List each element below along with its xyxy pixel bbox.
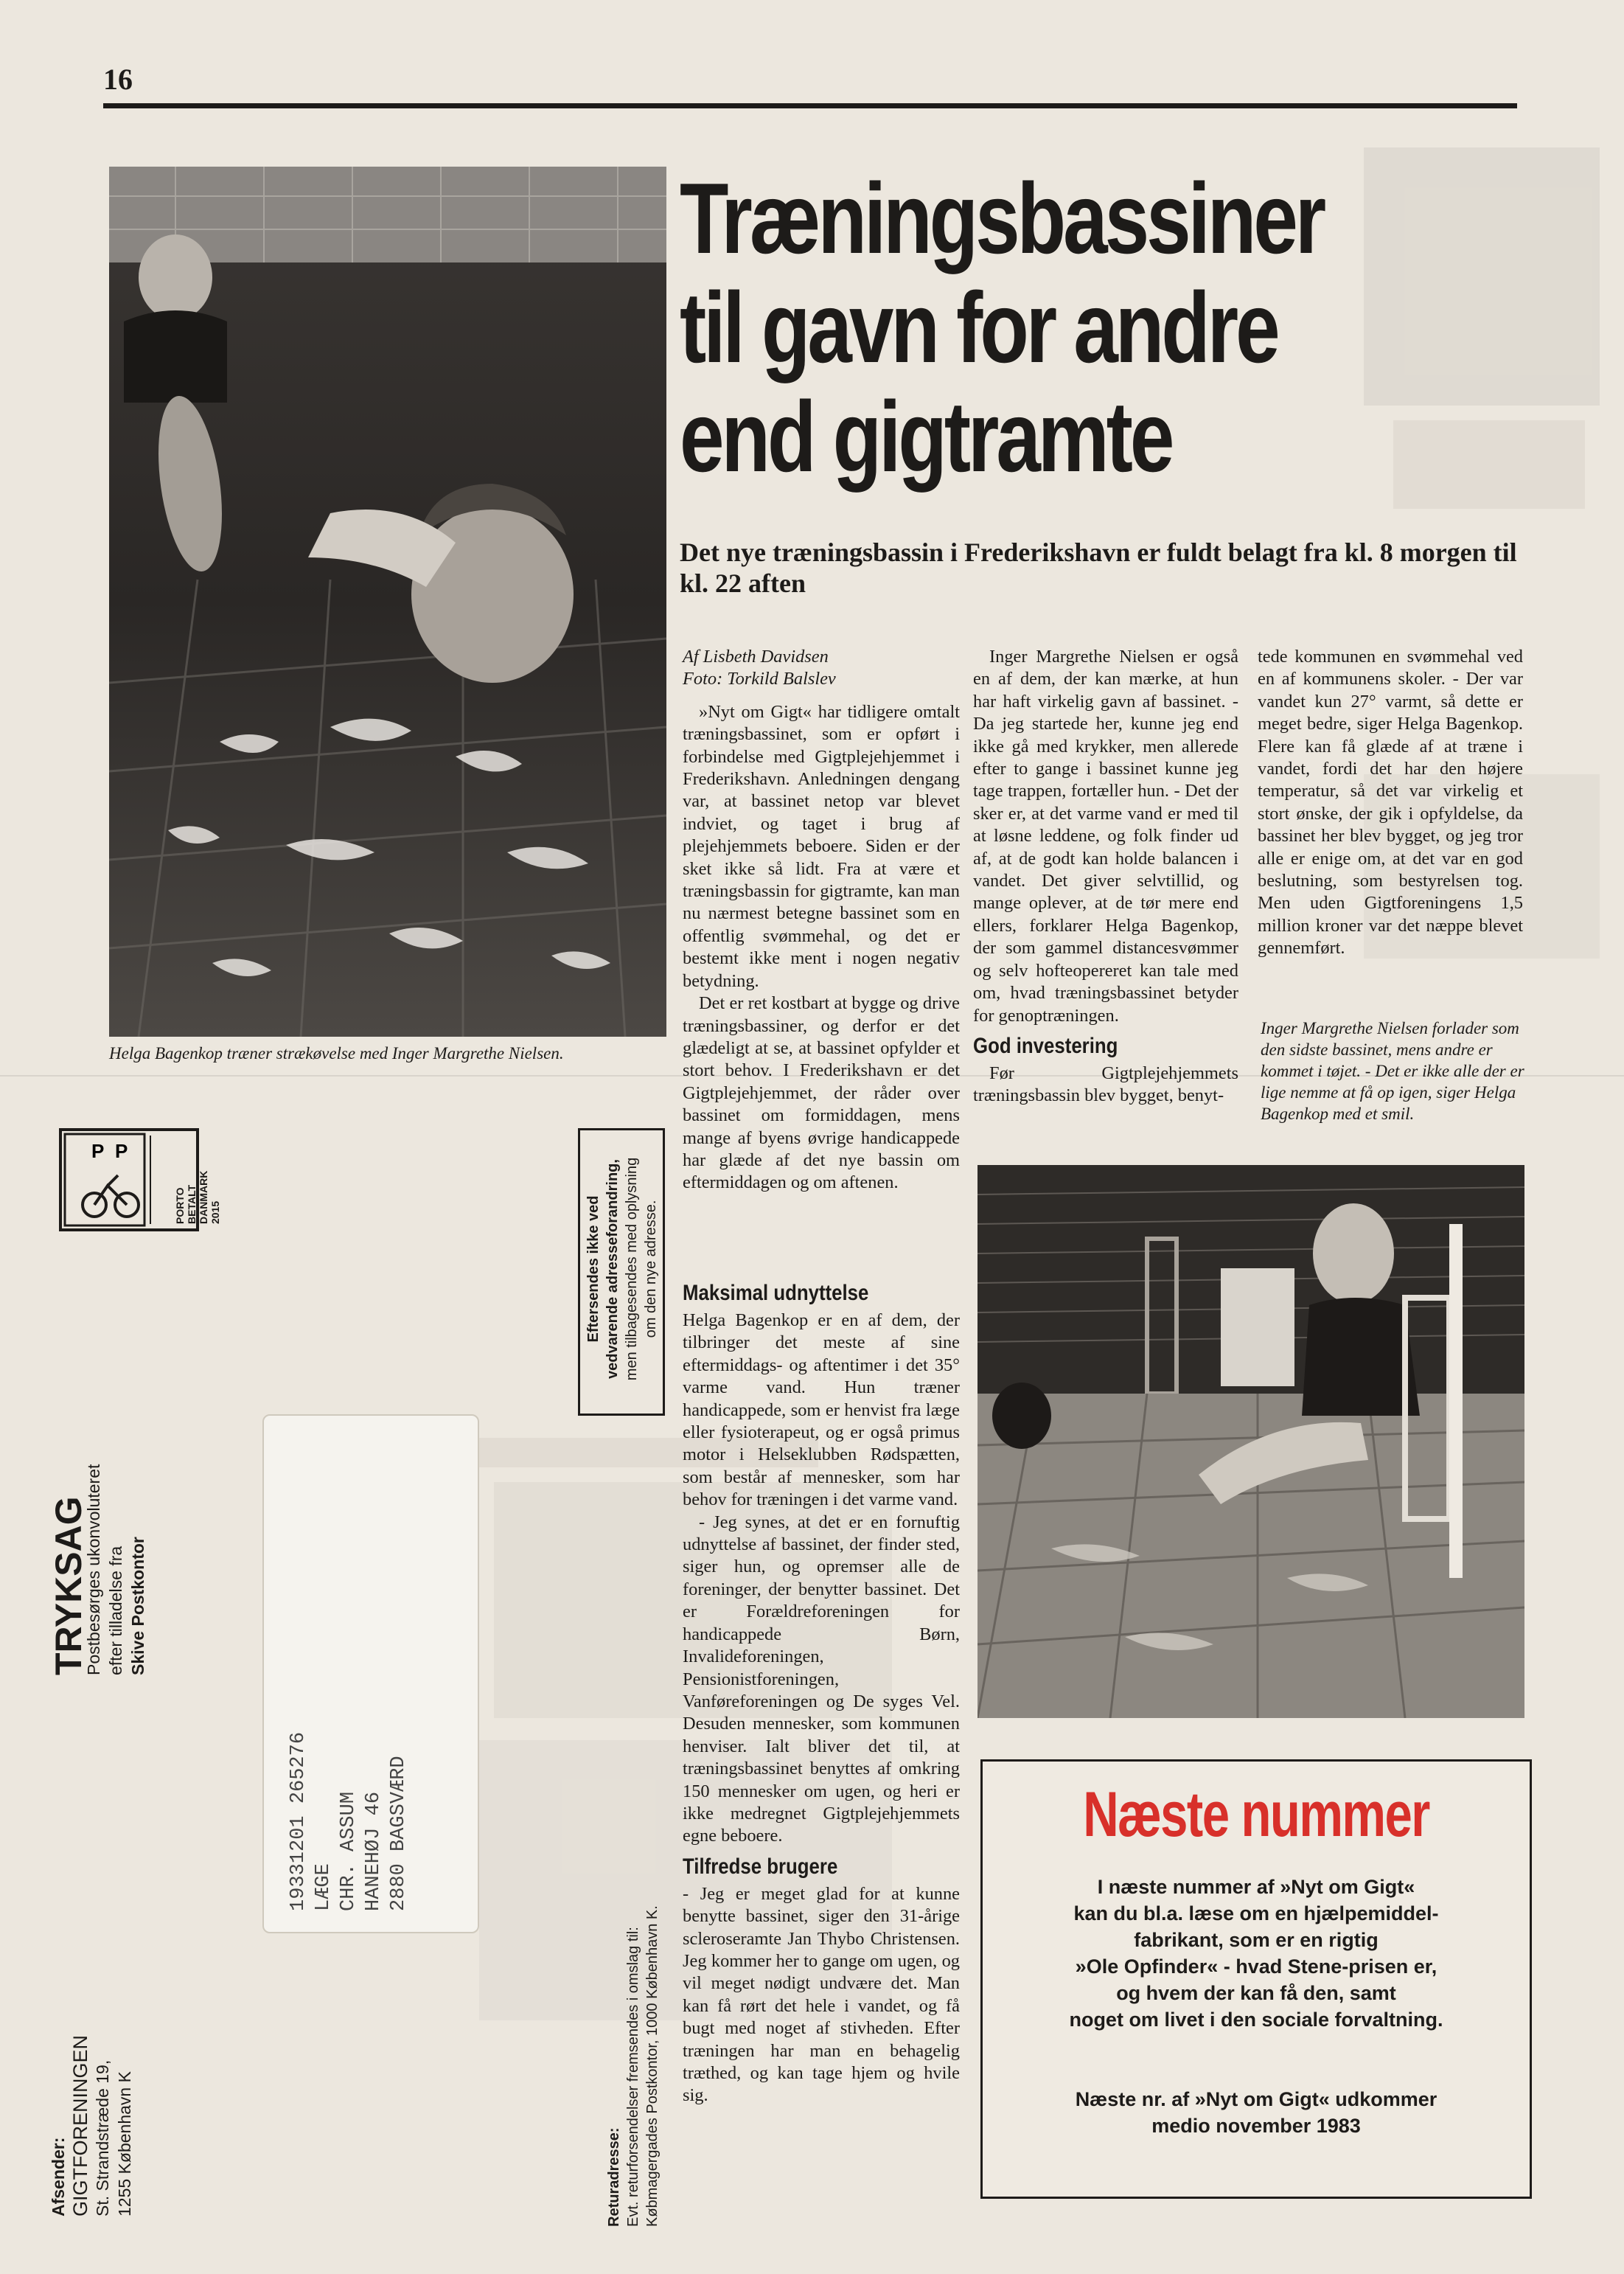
article-column-1-lower xyxy=(683,1274,960,2107)
recipient-address xyxy=(286,1732,411,1911)
tryksag-line: efter tilladelse fra xyxy=(106,1545,125,1675)
headline: Træningsbassiner til gavn for andre end gigtramte xyxy=(680,162,1324,493)
sender-address xyxy=(47,2035,136,2216)
paragraph: - Jeg synes, at det er en fornuftig udnyttelse af bassinet, der finder sted, siger hun, og opremser alle de foreninger, der benytter bassinet. Det er Forældreforeningen for handicappede Børn, Invalideforeningen, Pensionistforeningen, Vanføreforeningen og De syges Vel. Desuden mennesker, som kommunen henviser. Ialt bliver det til, at træningsbassinet benyttes af omkring 150 mennesker om ugen, og heri er ikke medregnet Gigtplejehjemmets egne beboere. xyxy=(683,1512,960,1846)
next-issue-body: I næste nummer af »Nyt om Gigt« kan du bl.a. læse om en hjælpemiddel- fabrikant, som er en rigtig »Ole Opfinder« - hvad Stene-prisen er, og hvem der kan få den, samt noget om livet i den sociale forvaltning. xyxy=(1069,1876,1443,2031)
tryksag-title: TRYKSAG xyxy=(48,1496,89,1675)
article-column-1 xyxy=(683,646,960,1195)
stamp-line: 2015 xyxy=(209,1200,221,1224)
paragraph: »Nyt om Gigt« har tidligere omtalt træningsbassinet, som er opført i forbindelse med Gigtplejehjemmet i Frederikshavn. Anledningen dengang var, at bassinet netop var blevet indviet, og taget i brug af plejehjemmets beboere. Siden er der sket ikke så lidt. Fra at være et træningsbassin for gigtramte, kan man nu nærmest betegne bassinet som en offentlig svømmehal, og det er bestemt ikke ment i nogen negativ betydning. xyxy=(683,701,960,991)
stamp-line: DANMARK xyxy=(198,1170,209,1224)
section-heading: God investering xyxy=(973,1033,1118,1058)
tryksag-line: Skive Postkontor xyxy=(128,1537,147,1675)
address-line: 19331201 265276 xyxy=(287,1731,310,1911)
stamp-letter: P xyxy=(115,1140,128,1162)
forward-line: om den nye adresse. xyxy=(643,1200,659,1338)
caption-photo-1: Helga Bagenkop træner strækøvelse med Inger Margrethe Nielsen. xyxy=(109,1044,564,1063)
next-issue-box xyxy=(980,1759,1532,2199)
address-line: HANEHØJ 46 xyxy=(363,1791,385,1911)
paragraph: tede kommunen en svømmehal ved en af kommunens skoler. - Der var vandet kun 27° varmt, så dette er meget bedre, siger Helga Bagenkop. Flere kan få glæde af at træne i vandet, fordi det har den højere temperatur, så det var virkelig et stort ønske, der gik i opfyldelse, da bassinet her blev bygget, og jeg tror alle er enige om, at det var en god beslutning, som bestyrelsen tog. Men uden Gigtforeningens 1,5 million kroner var det næppe blevet gennemført. xyxy=(1258,647,1523,959)
stamp-text xyxy=(174,1171,221,1224)
paragraph: Det er ret kostbart at bygge og drive træningsbassiner, og derfor er det glædeligt at se, at bassinet opfylder et stort behov. I Frederikshavn er det Gigtplejehjemmet, der råder over bassinet om formiddagen, mens mange af byens øvrige handicappede har glæde af det nye bassin om eftermiddagen og om aftenen. xyxy=(683,993,960,1193)
return-line: Købmagergades Postkontor, 1000 København K. xyxy=(644,1905,661,2227)
return-line: Evt. returforsendelser fremsendes i omslag til: xyxy=(625,1927,641,2227)
stamp-line: BETALT xyxy=(186,1184,198,1224)
address-line: LÆGE xyxy=(313,1863,335,1911)
sender-line: 1255 København K xyxy=(115,2071,134,2216)
sender-label: Afsender: xyxy=(49,2137,68,2216)
page-number: 16 xyxy=(103,63,133,96)
byline-photographer: Foto: Torkild Balslev xyxy=(683,669,836,689)
address-line: 2880 BAGSVÆRD xyxy=(388,1756,410,1911)
forward-line: vedvarende adresseforandring, xyxy=(604,1159,621,1379)
section-heading: Tilfredse brugere xyxy=(683,1854,838,1879)
header-rule xyxy=(103,103,1517,108)
paragraph: Inger Margrethe Nielsen er også en af dem, der kan mærke, at hun har haft virkelig gavn af bassinet. - Da jeg startede her, kunne jeg end ikke gå med krykker, men allerede efter to gange i bassinet kunne jeg tage trappen, fortæller hun. - Det der sker er, at det varme vand er med til at løsne leddene, og folk finder ud af, at de godt kan holde balancen i vandet. Det giver selvtillid, og mange oplever, at de tør mere end ellers, forklarer Helga Bagenkop, der som gammel distancesvømmer og selv hofteopereret kan tale med om, hvad træningsbassinet betyder for genoptræningen. xyxy=(973,647,1238,1026)
caption-photo-2: Inger Margrethe Nielsen forlader som den sidste bassinet, mens andre er kommet i tøjet. - Det er ikke alle der er lige nemme at få op igen, siger Helga Bagenkop med et smil. xyxy=(1261,1019,1524,1123)
subheadline: Det nye træningsbassin i Frederikshavn er fuldt belagt fra kl. 8 morgen til kl. 22 aften xyxy=(680,538,1517,598)
tryksag-line: Postbesørges ukonvoluteret xyxy=(84,1464,103,1675)
sender-line: GIGTFORENINGEN xyxy=(69,2034,91,2216)
tryksag-note xyxy=(83,1464,149,1675)
next-issue-footer: Næste nr. af »Nyt om Gigt« udkommer medio november 1983 xyxy=(1075,2088,1437,2137)
article-column-3 xyxy=(1258,646,1523,960)
forwarding-notice xyxy=(584,1133,661,1405)
address-line: CHR. ASSUM xyxy=(338,1791,360,1911)
stamp-letter: P xyxy=(91,1140,105,1162)
forward-line: men tilbagesendes med oplysning xyxy=(624,1157,640,1381)
article-column-2 xyxy=(973,646,1238,1108)
sender-line: St. Strandstræde 19, xyxy=(93,2059,112,2216)
section-heading: Maksimal udnyttelse xyxy=(683,1281,869,1305)
photo-pool-lift xyxy=(977,1165,1524,1718)
paragraph: - Jeg er meget glad for at kunne benytte bassinet, siger den 31-årige scleroseramte Jan Thybo Christensen. Jeg kommer her to gange om ugen, og vil meget nødigt undvære det. Man kan få rørt det hele i vandet, og få bugt med noget af stivheden. Efter træningen har man en behagelig træthed, og kan tage hjem og hvile sig. xyxy=(683,1883,960,2106)
paragraph: Før Gigtplejehjemmets træningsbassin blev bygget, benyt- xyxy=(973,1063,1238,1106)
photo-pool-exercise xyxy=(109,167,666,1037)
byline-author: Af Lisbeth Davidsen xyxy=(683,647,829,667)
paragraph: Helga Bagenkop er en af dem, der tilbringer det meste af sine eftermiddags- og aftentimer i det 35° varme vand. Hun træner handicappede, som er henvist fra læge eller fysioterapeut, og er også primus motor i Helseklubben Rødspætten, som består af mennesker, som har behov for træningen i det varme vand. xyxy=(683,1310,960,1510)
forward-line: Eftersendes ikke ved xyxy=(585,1195,602,1343)
next-issue-title: Næste nummer xyxy=(1083,1779,1429,1850)
return-address xyxy=(604,1905,662,2227)
return-label: Returadresse: xyxy=(606,2127,622,2227)
stamp-line: PORTO xyxy=(174,1187,186,1224)
